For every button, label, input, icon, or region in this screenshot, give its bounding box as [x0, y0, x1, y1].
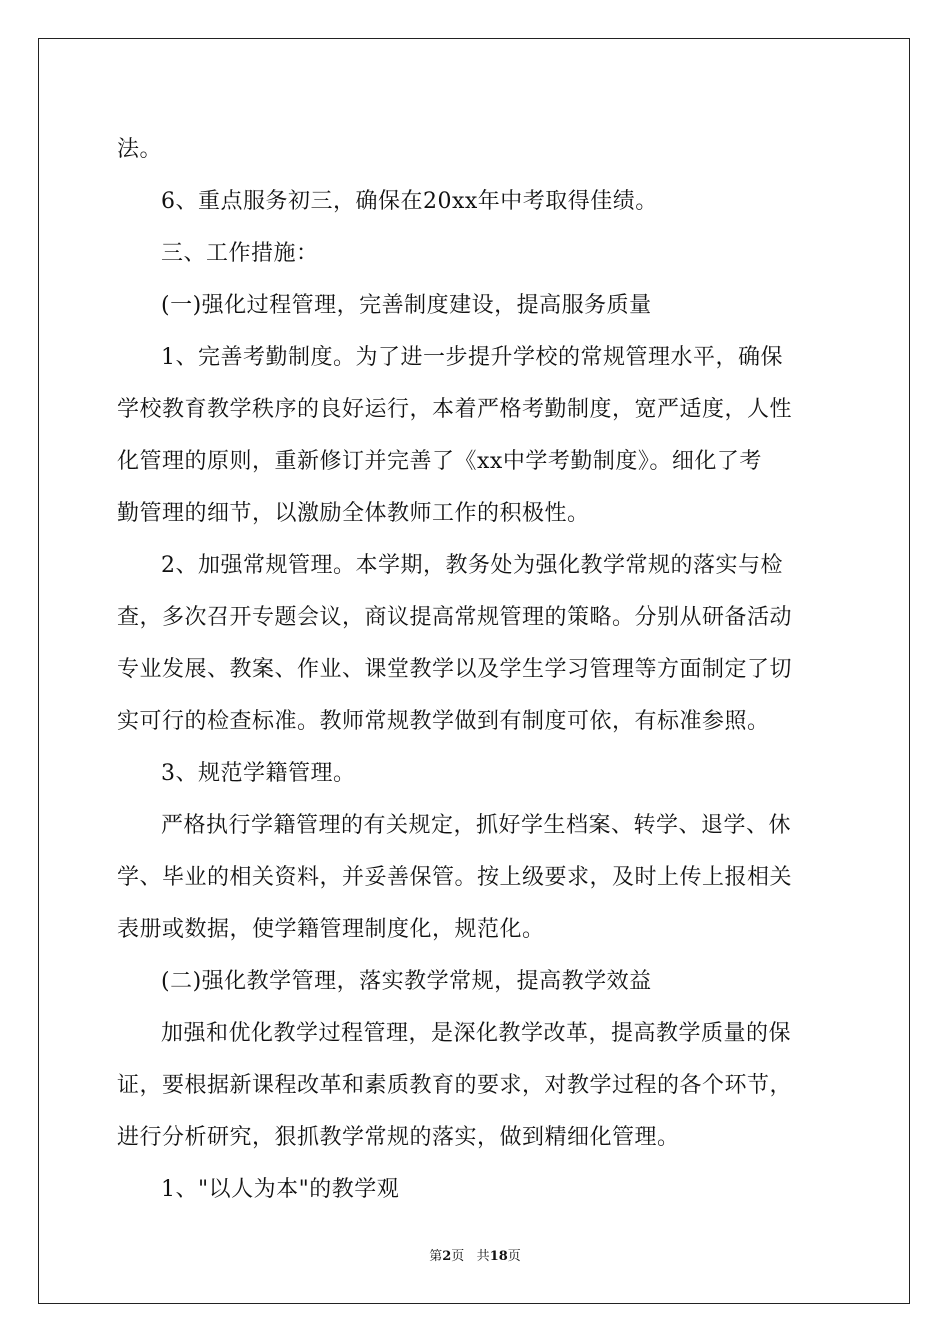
section-heading: 三、工作措施： — [161, 241, 319, 266]
total-suffix: 页 — [507, 1249, 521, 1264]
document-body — [117, 124, 833, 1216]
paragraph-line: 表册或数据，使学籍管理制度化，规范化。 — [117, 917, 545, 942]
paragraph-line: 学、毕业的相关资料，并妥善保管。按上级要求，及时上传上报相关 — [117, 865, 793, 890]
page-suffix: 页 — [451, 1249, 465, 1264]
paragraph-line: 证，要根据新课程改革和素质教育的要求，对教学过程的各个环节， — [117, 1073, 793, 1098]
paragraph-line: 查，多次召开专题会议，商议提高常规管理的策略。分别从研备活动 — [117, 605, 793, 630]
page-number: 2 — [442, 1249, 452, 1264]
total-prefix: 共 — [476, 1249, 490, 1264]
page-footer — [0, 1245, 950, 1264]
subsection-heading: (一)强化过程管理，完善制度建设，提高服务质量 — [161, 293, 652, 318]
paragraph-line: 2、加强常规管理。本学期，教务处为强化教学常规的落实与检 — [161, 553, 783, 578]
paragraph-line: 1、完善考勤制度。为了进一步提升学校的常规管理水平，确保 — [161, 345, 783, 370]
paragraph-line: 实可行的检查标准。教师常规教学做到有制度可依，有标准参照。 — [117, 709, 770, 734]
paragraph-line: 进行分析研究，狠抓教学常规的落实，做到精细化管理。 — [117, 1125, 680, 1150]
page-prefix: 第 — [429, 1249, 443, 1264]
paragraph-line: 1、"以人为本"的教学观 — [161, 1177, 400, 1202]
paragraph-line: 专业发展、教案、作业、课堂教学以及学生学习管理等方面制定了切 — [117, 657, 793, 682]
paragraph-line: 严格执行学籍管理的有关规定，抓好学生档案、转学、退学、休 — [161, 813, 792, 838]
paragraph-line: 3、规范学籍管理。 — [161, 761, 356, 786]
total-pages: 18 — [489, 1249, 508, 1264]
paragraph-line: 学校教育教学秩序的良好运行，本着严格考勤制度，宽严适度，人性 — [117, 397, 793, 422]
paragraph-line: 化管理的原则，重新修订并完善了《xx中学考勤制度》。细化了考 — [117, 449, 762, 474]
paragraph-line: 法。 — [117, 137, 163, 162]
paragraph-line: 加强和优化教学过程管理，是深化教学改革，提高教学质量的保 — [161, 1021, 792, 1046]
paragraph-line: 6、重点服务初三，确保在20xx年中考取得佳绩。 — [161, 189, 658, 214]
paragraph-line: 勤管理的细节，以激励全体教师工作的积极性。 — [117, 501, 590, 526]
subsection-heading: (二)强化教学管理，落实教学常规，提高教学效益 — [161, 969, 652, 994]
